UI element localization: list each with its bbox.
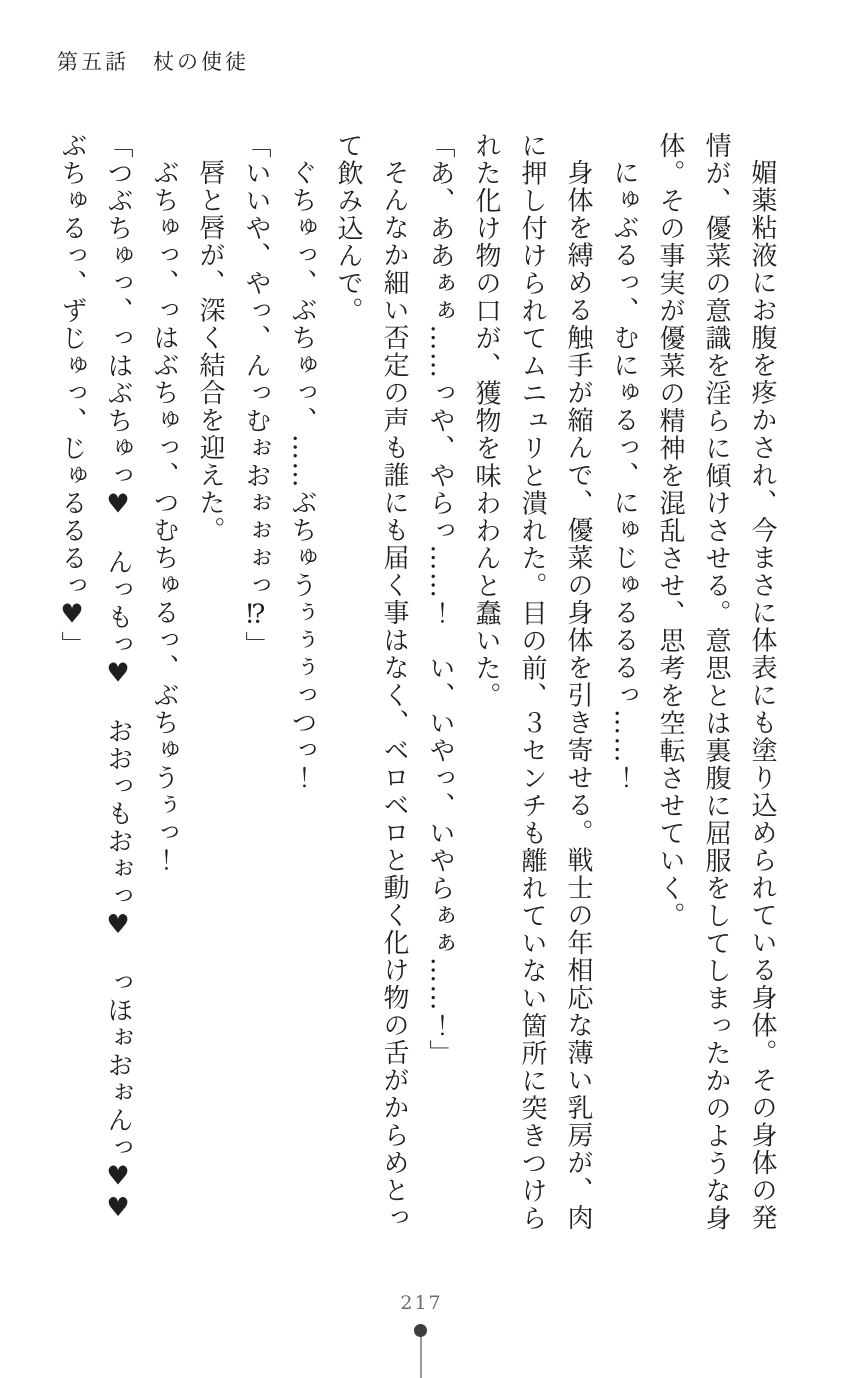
paragraph-sfx: ぐちゅっ、ぶちゅっ、……ぶちゅうぅぅぅっつっ！ [287, 159, 317, 792]
chapter-title: 第五話 杖の使徒 [57, 50, 249, 74]
paragraph-dialogue: 「あ、ああぁぁ……っや、やらっ……！ い、いやっ、いやらぁぁ……！」 [425, 132, 455, 1067]
paragraph-dialogue: 「つぶちゅっ、っはぶちゅっ♥ んっもっ♥ おおっもおぉっ♥ っほぉおぉんっ♥♥ぶちゅるっ、ずじゅっ、じゅるるるっ♥」 [57, 132, 133, 1225]
paragraph-narration: 媚薬粘液にお腹を疼かされ、今まさに体表にも塗り込められている身体。その身体の発情が、優菜の意識を淫らに傾けさせる。意思とは裏腹に屈服をしてしまったかのような身体。その事実が優菜の精神を混乱させ、思考を空転させていく。 [655, 132, 777, 1232]
footer-dot-ornament [414, 1324, 427, 1337]
paragraph-dialogue: 「いいや、やっ、んっむぉおぉぉぉっ⁉」 [241, 132, 271, 659]
paragraph-narration: 身体を縛める触手が縮んで、優菜の身体を引き寄せる。戦士の年相応な薄い乳房が、肉に押し付けられてムニュリと潰れた。目の前、３センチも離れていない箇所に突きつけられた化け物の口が、獲物を味わわんと蠢いた。 [471, 132, 593, 1232]
paragraph-sfx: にゅぶるっ、むにゅるっ、にゅじゅるるるっ……！ [609, 159, 639, 792]
paragraph-narration: 唇と唇が、深く結合を迎えた。 [195, 159, 225, 544]
body-text [49, 132, 785, 1238]
paragraph-narration: そんなか細い否定の声も誰にも届く事はなく、ベロベロと動く化け物の舌がからめとって飲み込んで。 [333, 132, 409, 1232]
footer-line-ornament [420, 1337, 422, 1378]
paragraph-sfx: ぶちゅっ、っはぶちゅっ、つむちゅるっ、ぶちゅうぅっ！ [149, 159, 179, 874]
page-number: 217 [400, 1292, 443, 1314]
